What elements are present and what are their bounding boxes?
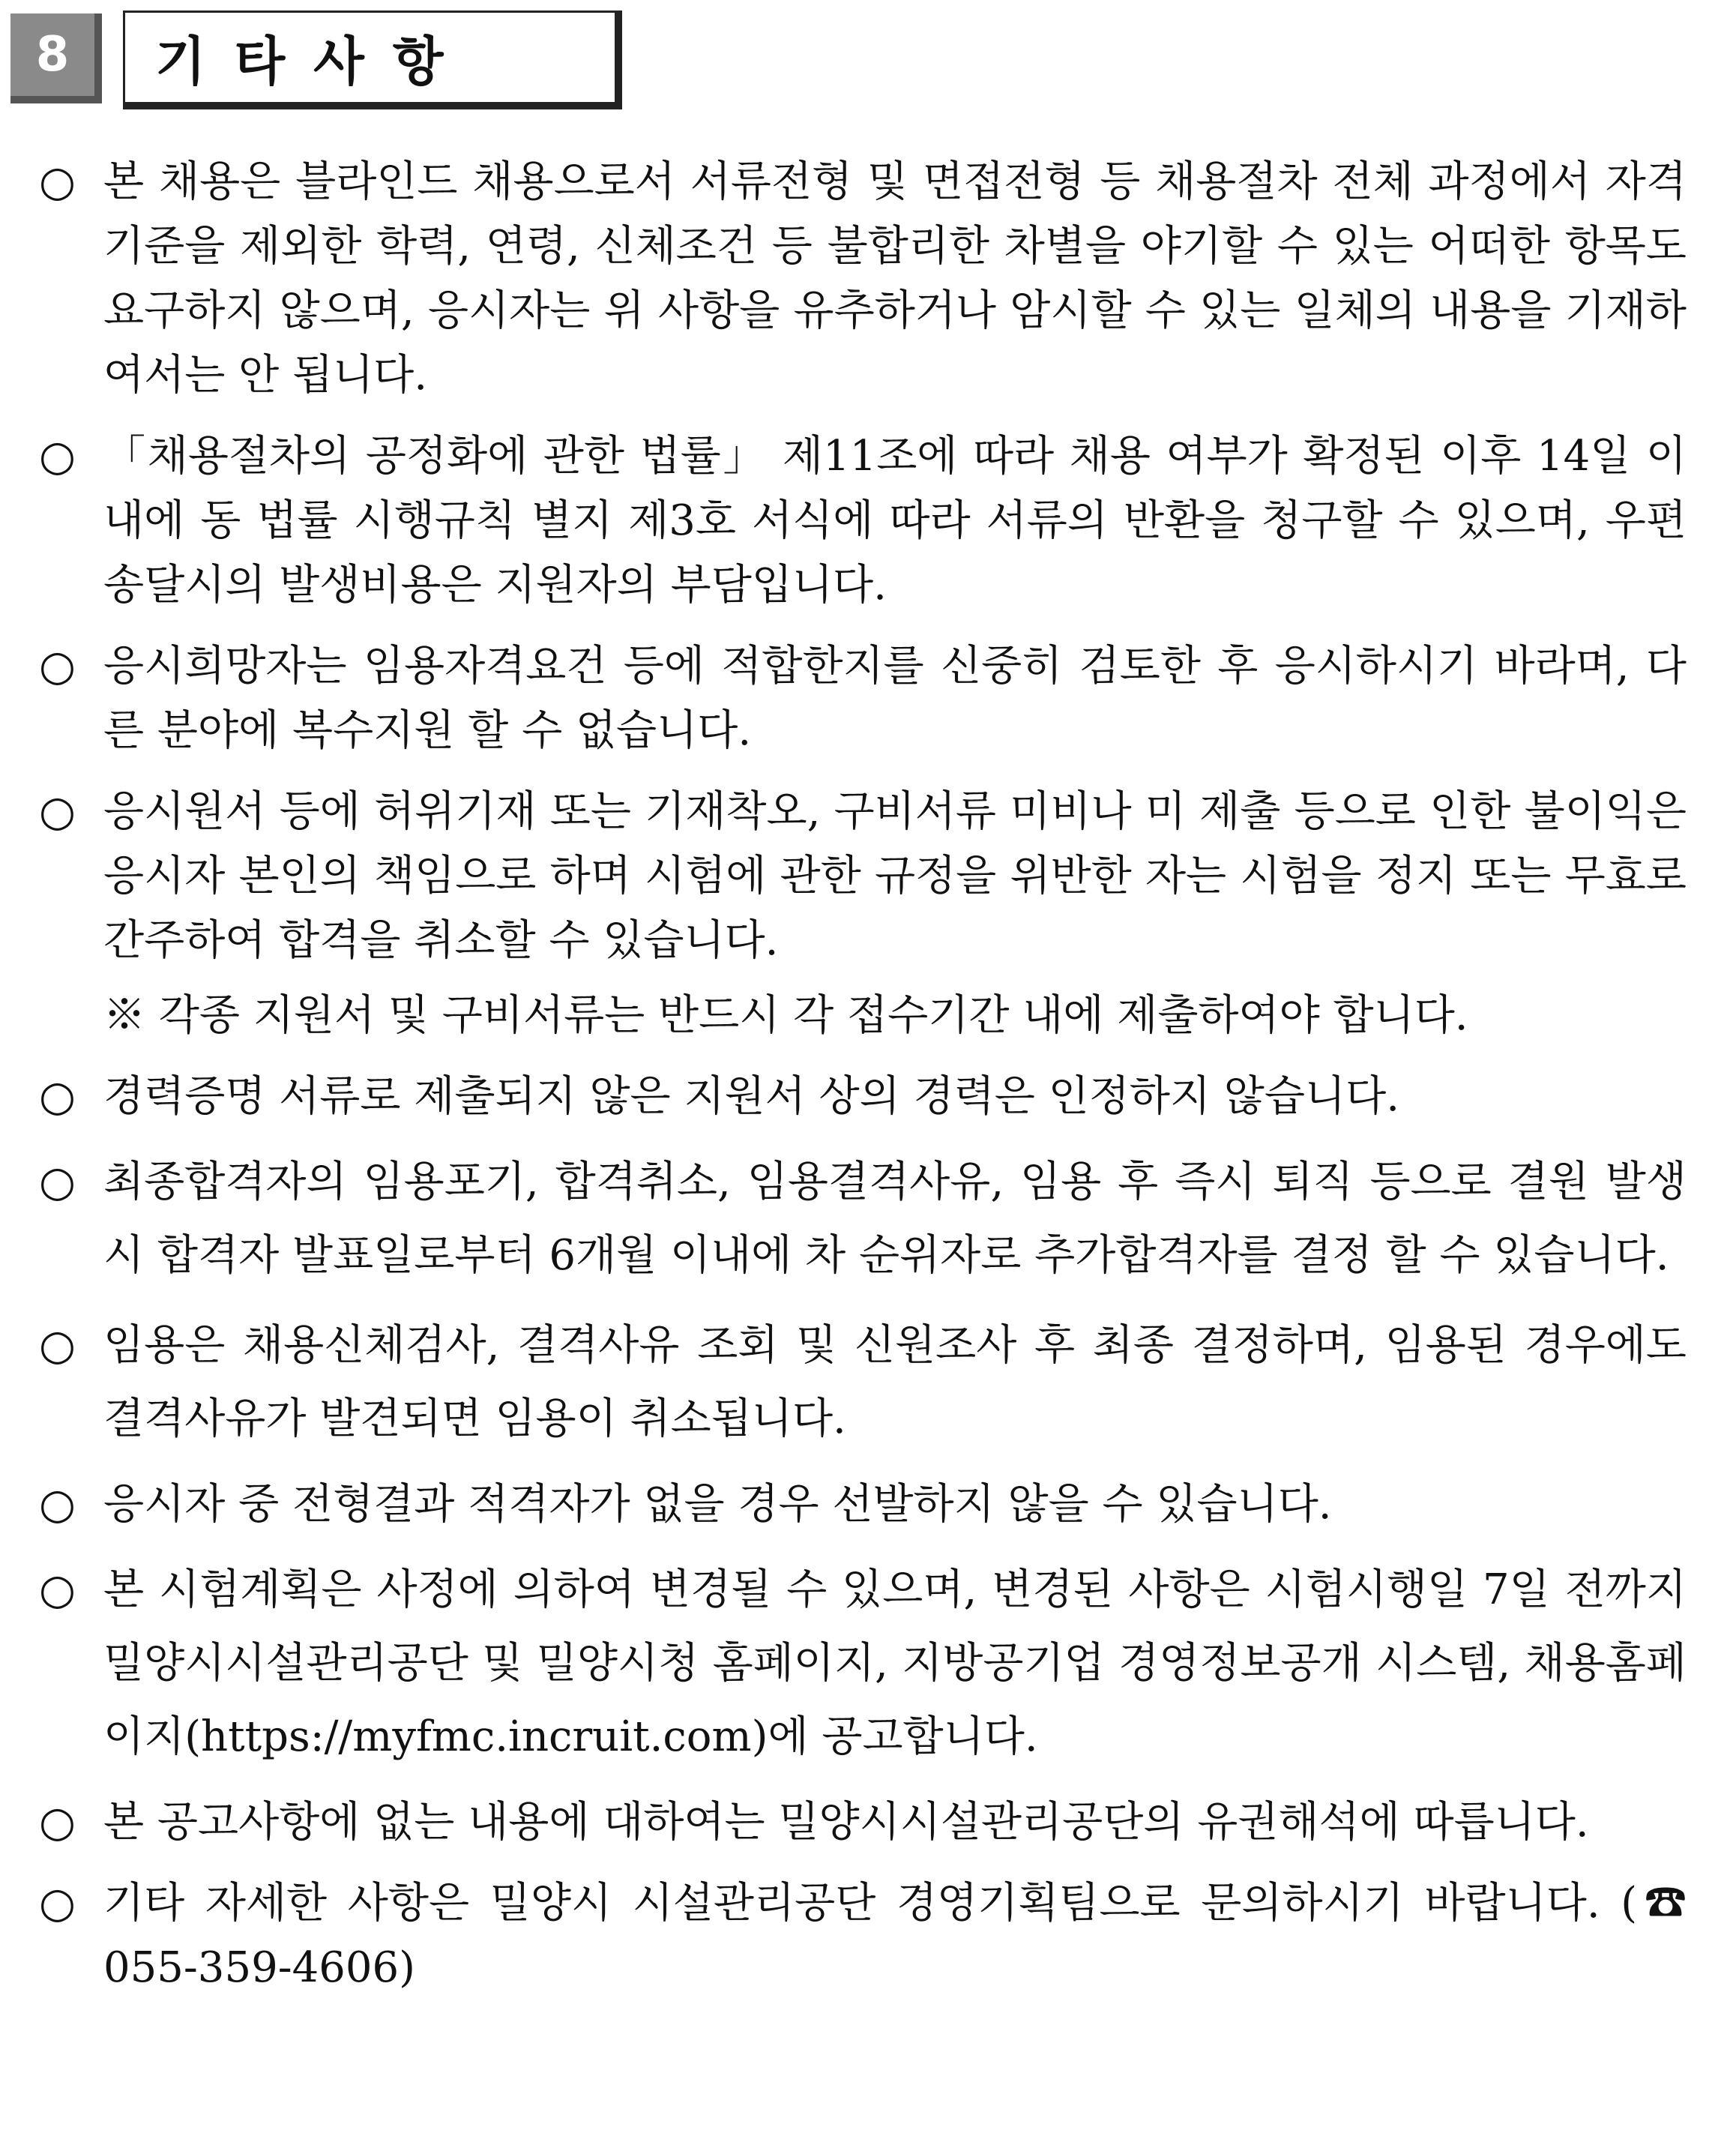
list-item bbox=[30, 1472, 1687, 1537]
item-text: 본 공고사항에 없는 내용에 대하여는 밀양시시설관리공단의 유권해석에 따릅니다. bbox=[103, 1798, 1589, 1847]
list-item bbox=[30, 1309, 1687, 1456]
bullet-circle-icon: ○ bbox=[39, 432, 76, 481]
bullet-circle-icon: ○ bbox=[39, 1879, 76, 1928]
item-text: 기타 자세한 사항은 밀양시 시설관리공단 경영기획팀으로 문의하시기 바랍니다. (☎ 055-359-4606) bbox=[103, 1879, 1687, 1992]
bullet-circle-icon: ○ bbox=[39, 1321, 76, 1370]
bullet-circle-icon: ○ bbox=[39, 1798, 76, 1847]
bullet-circle-icon: ○ bbox=[39, 1072, 76, 1121]
bullet-circle-icon: ○ bbox=[39, 157, 76, 206]
item-text: 「채용절차의 공정화에 관한 법률」 제11조에 따라 채용 여부가 확정된 이후 14일 이내에 동 법률 시행규칙 별지 제3호 서식에 따라 서류의 반환을 청구할 수 있으며, 우편 송달시의 발생비용은 지원자의 부담입니다. bbox=[103, 432, 1687, 610]
list-item bbox=[30, 1146, 1687, 1293]
item-text: 임용은 채용신체검사, 결격사유 조회 및 신원조사 후 최종 결정하며, 임용된 경우에도 결격사유가 발견되면 임용이 취소됩니다. bbox=[103, 1321, 1687, 1443]
item-text: 응시희망자는 임용자격요건 등에 적합한지를 신중히 검토한 후 응시하시기 바라며, 다른 분야에 복수지원 할 수 없습니다. bbox=[103, 642, 1687, 755]
bullet-circle-icon: ○ bbox=[39, 1480, 76, 1529]
bullet-circle-icon: ○ bbox=[39, 642, 76, 691]
section-number: 8 bbox=[10, 13, 102, 103]
submission-note: ※ 각종 지원서 및 구비서류는 반드시 각 접수기간 내에 제출하여야 합니다. bbox=[103, 991, 1468, 1040]
item-text: 응시원서 등에 허위기재 또는 기재착오, 구비서류 미비나 미 제출 등으로 인한 불이익은 응시자 본인의 책임으로 하며 시험에 관한 규정을 위반한 자는 시험을 정지 또는 무효로 간주하여 합격을 취소할 수 있습니다. bbox=[103, 787, 1687, 965]
bullet-circle-icon: ○ bbox=[39, 787, 76, 836]
list-item bbox=[30, 1553, 1687, 1774]
item-text: 응시자 중 전형결과 적격자가 없을 경우 선발하지 않을 수 있습니다. bbox=[103, 1480, 1332, 1529]
list-item bbox=[30, 634, 1687, 763]
bullet-circle-icon: ○ bbox=[39, 1158, 76, 1206]
list-item bbox=[30, 150, 1687, 408]
item-text: 경력증명 서류로 제출되지 않은 지원서 상의 경력은 인정하지 않습니다. bbox=[103, 1072, 1399, 1121]
section-title: 기타사항 bbox=[123, 10, 622, 109]
list-item bbox=[30, 1065, 1687, 1129]
section-header bbox=[10, 10, 625, 108]
notice-list bbox=[30, 150, 1687, 2017]
list-item bbox=[30, 1790, 1687, 1855]
item-text: 본 시험계획은 사정에 의하여 변경될 수 있으며, 변경된 사항은 시험시행일 7일 전까지 밀양시시설관리공단 및 밀양시청 홈페이지, 지방공기업 경영정보공개 시스템, 채용홈페이지(https://myfmc.incruit.com)에 공고합니다. bbox=[103, 1565, 1687, 1761]
item-text: 최종합격자의 임용포기, 합격취소, 임용결격사유, 임용 후 즉시 퇴직 등으로 결원 발생시 합격자 발표일로부터 6개월 이내에 차 순위자로 추가합격자를 결정 할 수 있습니다. bbox=[103, 1158, 1687, 1280]
list-item bbox=[30, 424, 1687, 618]
item-text: 본 채용은 블라인드 채용으로서 서류전형 및 면접전형 등 채용절차 전체 과정에서 자격기준을 제외한 학력, 연령, 신체조건 등 불합리한 차별을 야기할 수 있는 어떠한 항목도 요구하지 않으며, 응시자는 위 사항을 유추하거나 암시할 수 있는 일체의 내용을 기재하여서는 안 됩니다. bbox=[103, 157, 1687, 400]
list-item bbox=[30, 1871, 1687, 2000]
list-item bbox=[30, 780, 1687, 973]
bullet-circle-icon: ○ bbox=[39, 1565, 76, 1614]
